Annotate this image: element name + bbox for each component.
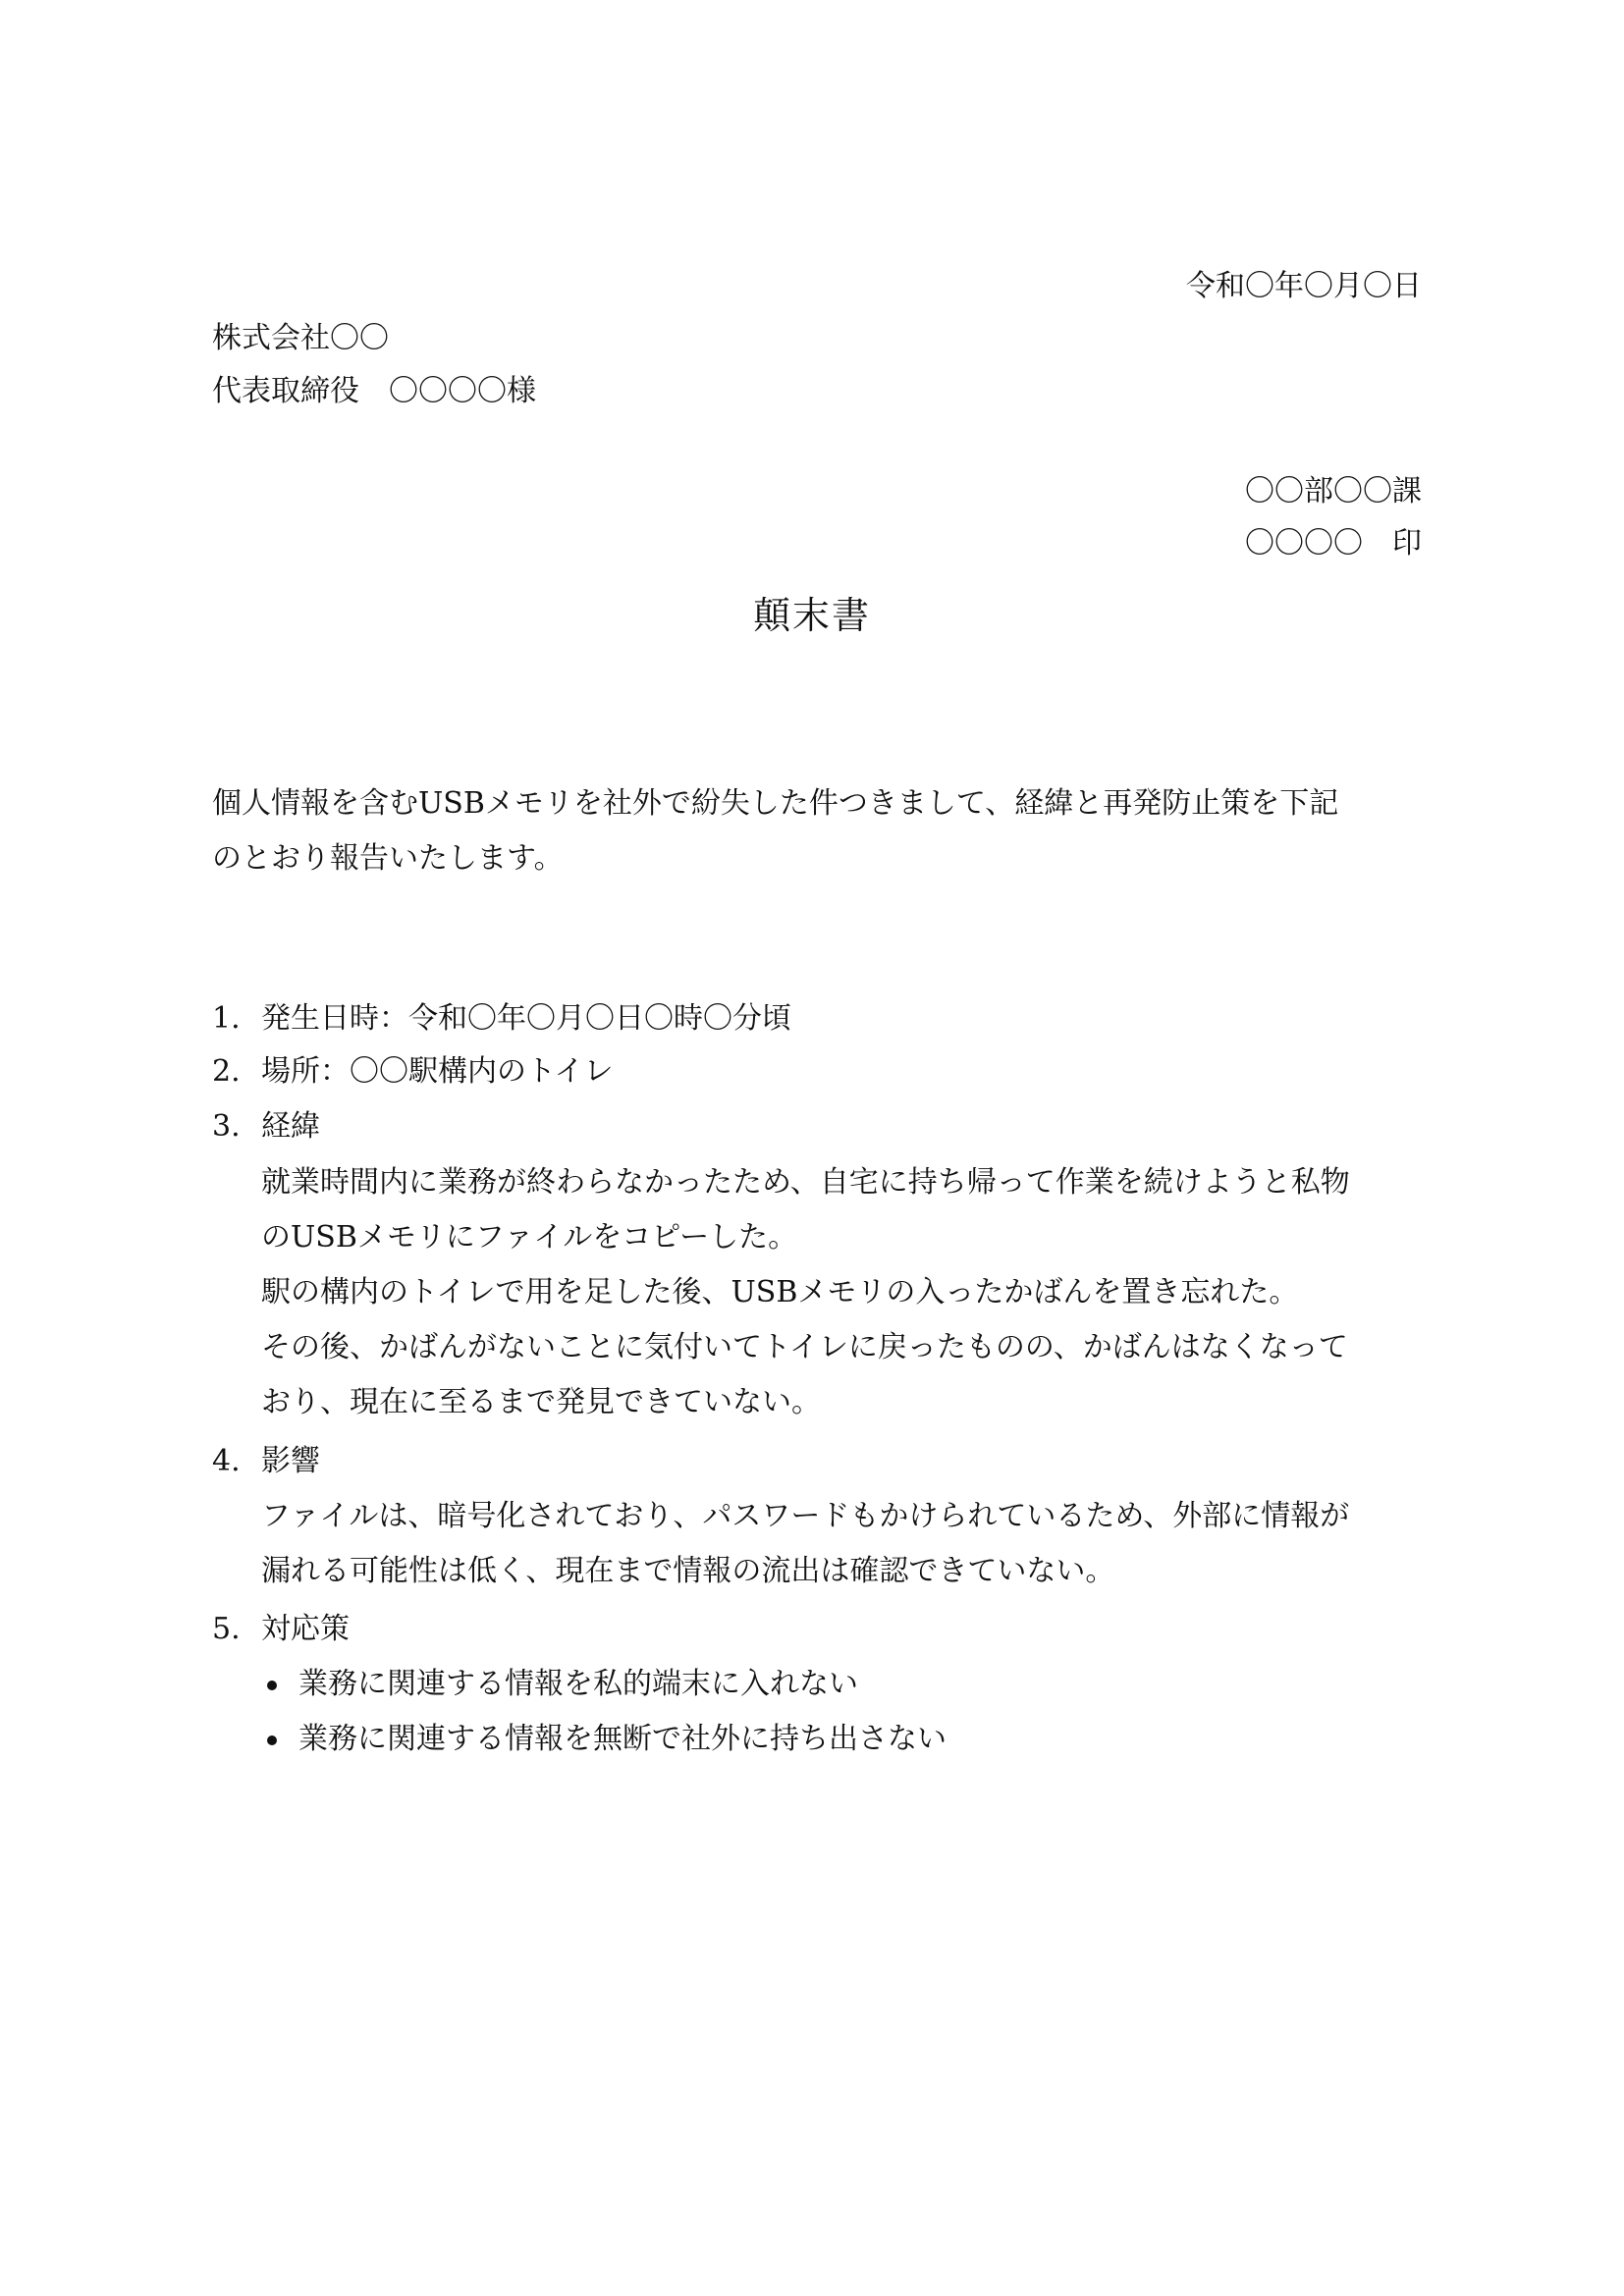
bullet-dot-icon bbox=[267, 1681, 277, 1690]
bullet-dot-icon bbox=[267, 1735, 277, 1745]
item-number: 2. bbox=[212, 1054, 241, 1089]
item-number: 4. bbox=[212, 1444, 241, 1478]
item-number: 5. bbox=[212, 1612, 241, 1646]
item-label-location: 場所：〇〇駅構内のトイレ bbox=[261, 1054, 614, 1089]
document-title: 顛末書 bbox=[752, 594, 871, 637]
impact-line: ファイルは、暗号化されており、パスワードもかけられているため、外部に情報が bbox=[261, 1499, 1350, 1533]
impact-line: 漏れる可能性は低く、現在まで情報の流出は確認できていない。 bbox=[261, 1554, 1115, 1588]
intro-line-2: のとおり報告いたします。 bbox=[212, 841, 564, 876]
item-label-countermeasures: 対応策 bbox=[261, 1612, 350, 1646]
item-number: 3. bbox=[212, 1109, 241, 1144]
sender-name: 〇〇〇〇 印 bbox=[1245, 526, 1422, 561]
item-label-background: 経緯 bbox=[261, 1109, 320, 1144]
background-line: その後、かばんがないことに気付いてトイレに戻ったものの、かばんはなくなって bbox=[261, 1330, 1348, 1364]
document-date: 令和〇年〇月〇日 bbox=[1186, 269, 1422, 303]
item-label-occurrence: 発生日時：令和〇年〇月〇日〇時〇分頃 bbox=[261, 1001, 791, 1036]
background-line: 就業時間内に業務が終わらなかったため、自宅に持ち帰って作業を続けようと私物 bbox=[261, 1165, 1350, 1200]
item-label-impact: 影響 bbox=[261, 1444, 320, 1478]
background-line: のUSBメモリにファイルをコピーした。 bbox=[261, 1220, 798, 1255]
recipient-person: 代表取締役 〇〇〇〇様 bbox=[212, 374, 536, 408]
sender-department: 〇〇部〇〇課 bbox=[1245, 474, 1422, 508]
recipient-company: 株式会社〇〇 bbox=[212, 321, 389, 355]
item-number: 1. bbox=[212, 1001, 241, 1036]
background-line: 駅の構内のトイレで用を足した後、USBメモリの入ったかばんを置き忘れた。 bbox=[261, 1275, 1299, 1309]
intro-line-1: 個人情報を含むUSBメモリを社外で紛失した件つきまして、経緯と再発防止策を下記 bbox=[212, 786, 1339, 821]
background-line: おり、現在に至るまで発見できていない。 bbox=[261, 1385, 821, 1419]
countermeasure-item: 業務に関連する情報を私的端末に入れない bbox=[298, 1667, 858, 1701]
countermeasure-item: 業務に関連する情報を無断で社外に持ち出さない bbox=[298, 1722, 947, 1756]
